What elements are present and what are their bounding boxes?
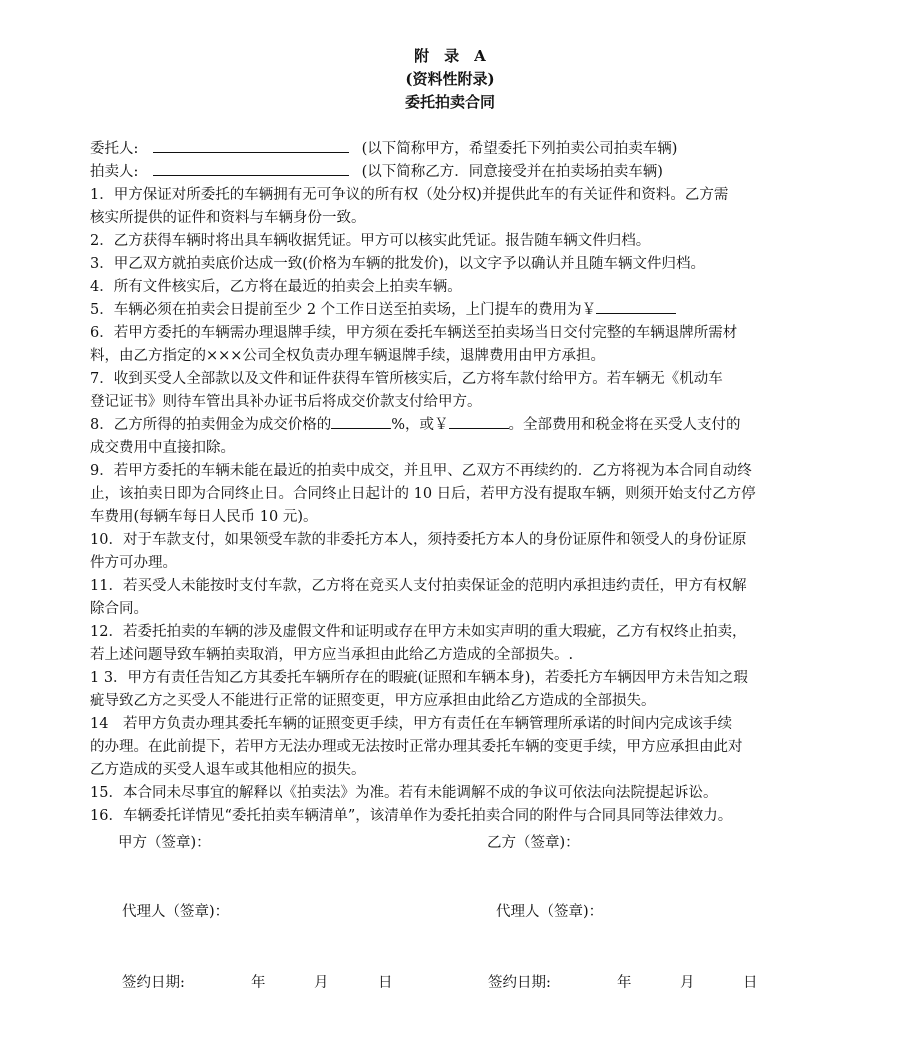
clause-2: 2．乙方获得车辆时将出具车辆收据凭证。甲方可以核实此凭证。报告随车辆文件归档。	[90, 233, 651, 249]
clause-1-cont: 核实所提供的证件和资料与车辆身份一致。	[90, 210, 366, 226]
clause-8-cont: 成交费用中直接扣除。	[90, 440, 235, 456]
clause-1: 1．甲方保证对所委托的车辆拥有无可争议的所有权（处分权)并提供此车的有关证件和资料。乙方需	[90, 187, 729, 203]
clause-7: 7．收到买受人全部款以及文件和证件获得车管所核实后，乙方将车款付给甲方。若车辆无《机动车	[90, 371, 723, 387]
clause-5	[90, 299, 815, 321]
clause-10: 10．对于车款支付，如果领受车款的非委托方本人，须持委托方本人的身份证原件和领受人的身份证原	[90, 532, 747, 548]
auctioneer-row	[90, 161, 815, 183]
clause-9: 9．若甲方委托的车辆未能在最近的拍卖中成交，并且甲、乙双方不再续约的．乙方将视为本合同自动终	[90, 463, 752, 479]
date-label-b: 签约日期:	[488, 975, 551, 991]
clause-13: 1 3．甲方有责任告知乙方其委托车辆所存在的暇疵(证照和车辆本身)，若委托方车辆因甲方未告知之瑕	[90, 670, 748, 686]
clause-9-cont: 止，该拍卖日即为合同终止日。合同终止日起计的 10 日后，若甲方没有提取车辆，则须开始支付乙方停	[90, 486, 756, 502]
clause-11: 11．若买受人未能按时支付车款，乙方将在竞买人支付拍卖保证金的范明内承担违约责任，甲方有权解	[90, 578, 747, 594]
date-month-a: 月	[314, 975, 329, 991]
clause-8-text-a: 8．乙方所得的拍卖佣金为成交价格的	[90, 417, 332, 433]
auctioneer-label: 拍卖人:	[90, 164, 139, 180]
clause-14: 14 若甲方负责办理其委托车辆的证照变更手续，甲方有责任在车辆管理所承诺的时间内完成该手续	[90, 716, 732, 732]
principal-label: 委托人:	[90, 141, 139, 157]
clause-10-cont: 件方可办理。	[90, 555, 177, 571]
clause-6: 6．若甲方委托的车辆需办理退牌手续，甲方须在委托车辆送至拍卖场当日交付完整的车辆退牌所需材	[90, 325, 738, 341]
clause-8-text-b: %，或￥	[391, 417, 449, 433]
clause-12-cont: 若上述问题导致车辆拍卖取消，甲方应当承担由此给乙方造成的全部损失。.	[90, 647, 574, 663]
agent-b-signature: 代理人（签章)：	[496, 904, 604, 920]
date-day-a: 日	[378, 975, 393, 991]
contract-title: 委托拍卖合同	[404, 93, 495, 111]
clause-14-cont: 的办理。在此前提下，若甲方无法办理或无法按时正常办理其委托车辆的变更手续，甲方应承担由此对	[90, 739, 743, 755]
principal-blank	[153, 138, 349, 153]
commission-amount-blank	[449, 414, 509, 429]
commission-rate-blank	[331, 414, 391, 429]
clause-6-cont: 料，由乙方指定的×××公司全权负责办理车辆退牌手续，退牌费用由甲方承担。	[90, 348, 605, 364]
clause-4: 4．所有文件核实后，乙方将在最近的拍卖会上拍卖车辆。	[90, 279, 462, 295]
clause-13-cont: 疵导致乙方之买受人不能进行正常的证照变更，甲方应承担由此给乙方造成的全部损失。	[90, 693, 656, 709]
clause-14-cont-2: 乙方造成的买受人退车或其他相应的损失。	[90, 762, 366, 778]
principal-note: (以下简称甲方，希望委托下列拍卖公司拍卖车辆)	[361, 141, 678, 157]
clause-5-text: 5．车辆必须在拍卖会日提前至少 2 个工作日送至拍卖场，上门提车的费用为￥	[90, 302, 597, 318]
auctioneer-note: (以下简称乙方．同意接受并在拍卖场拍卖车辆)	[361, 164, 663, 180]
clause-3: 3．甲乙双方就拍卖底价达成一致(价格为车辆的批发价)，以文字予以确认并且随车辆文件归档。	[90, 256, 706, 272]
clause-15: 15．本合同未尽事宜的解释以《拍卖法》为准。若有未能调解不成的争议可依法向法院提起诉讼。	[90, 785, 718, 801]
date-month-b: 月	[680, 975, 695, 991]
date-day-b: 日	[743, 975, 758, 991]
agent-a-signature: 代理人（签章)：	[122, 904, 230, 920]
clause-12: 12．若委托拍卖的车辆的涉及虚假文件和证明或存在甲方未如实声明的重大瑕疵，乙方有权终止拍卖，	[90, 624, 747, 640]
principal-row	[90, 138, 815, 160]
appendix-type: (资料性附录)	[405, 70, 495, 88]
clause-16: 16．车辆委托详情见“委托拍卖车辆清单”，该清单作为委托拍卖合同的附件与合同具同等法律效力。	[90, 808, 733, 824]
party-a-signature: 甲方（签章)：	[118, 835, 211, 851]
clause-11-cont: 除合同。	[90, 601, 148, 617]
clause-7-cont: 登记证书》则待车管出具补办证书后将成交价款支付给甲方。	[90, 394, 482, 410]
date-year-b: 年	[617, 975, 632, 991]
date-label-a: 签约日期:	[122, 975, 185, 991]
party-b-signature: 乙方（签章)：	[487, 835, 580, 851]
auctioneer-blank	[153, 161, 349, 176]
clause-9-cont-2: 车费用(每辆车每日人民币 10 元)。	[90, 509, 318, 525]
date-year-a: 年	[251, 975, 266, 991]
appendix-heading: 附 录 A	[414, 47, 486, 65]
clause-8-text-c: 。全部费用和税金将在买受人支付的	[508, 417, 741, 433]
clause-8	[90, 414, 815, 436]
pickup-fee-blank	[596, 299, 676, 314]
